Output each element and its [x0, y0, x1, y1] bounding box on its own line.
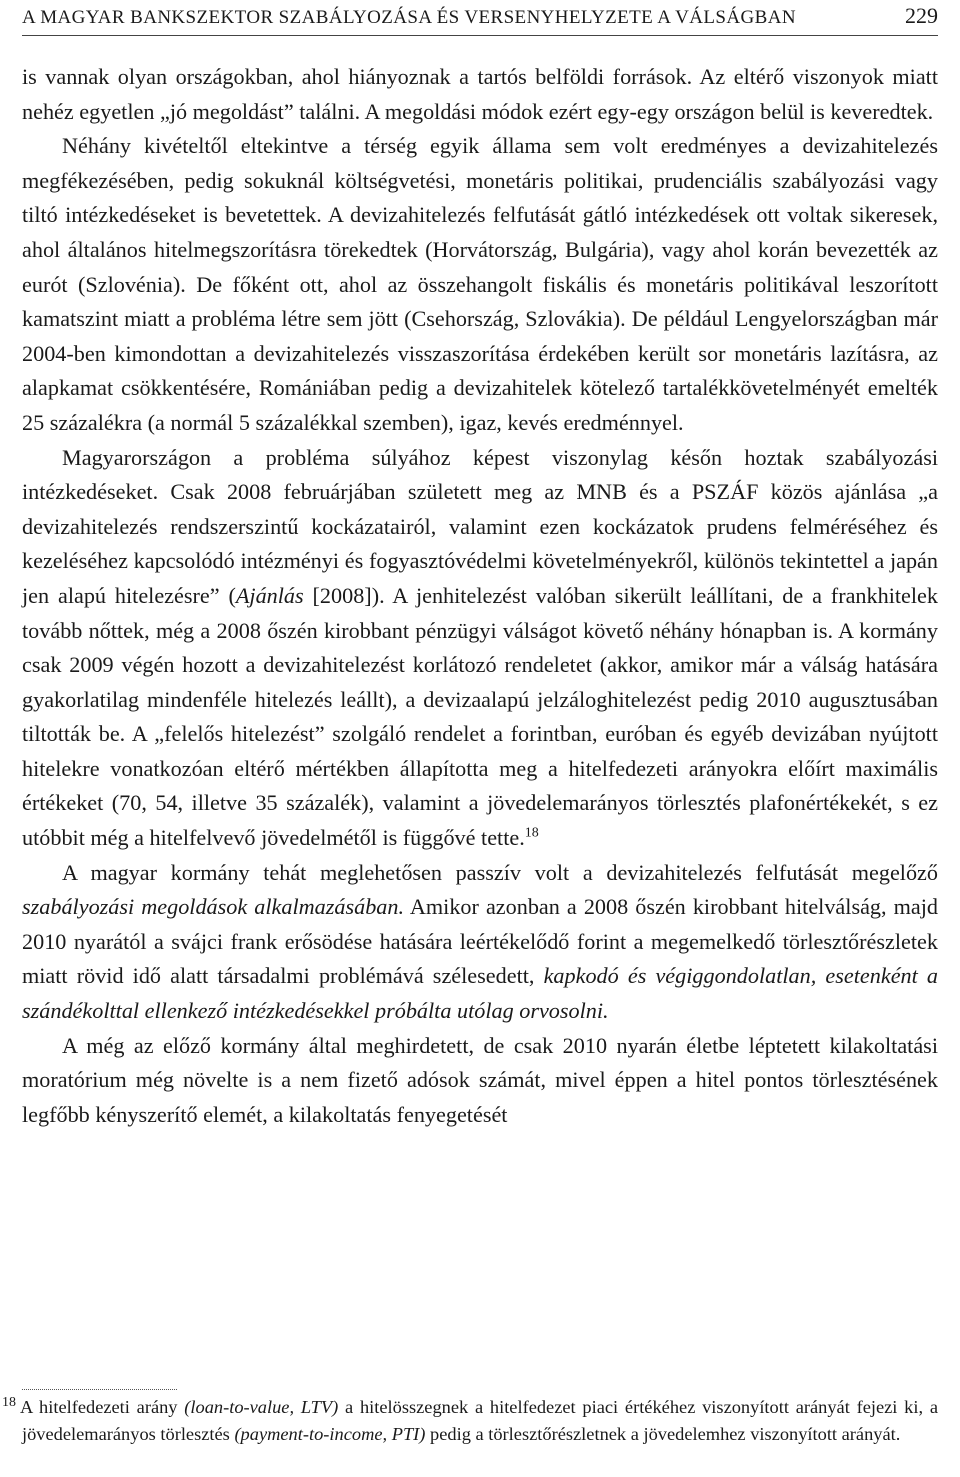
footnote-text-a: A hitelfedezeti arány — [20, 1397, 185, 1417]
running-header — [22, 0, 938, 36]
paragraph-3-text-b: [2008]). A jenhitelezést valóban sikerült leállítani, de a frankhitelek tovább nőttek, még a 2008 őszén kirobbant pénzügyi válságot követő néhány hónapban is. A kormány csak 2009 végén hozott a devizahitelezést korlátozó rendeletet (akkor, amikor már a válság hatására gyakorlatilag mindenféle hitelezés leállt), a devizaalapú jelzáloghitelezést pedig 2010 augusztusában tiltották be. A „felelős hitelezést” szolgáló rendelet a forintban, euróban és egyéb devizában nyújtott hitelekre vonatkozóan eltérő mértékben állapította meg a hitelfedezeti arányokra előírt maximális értékeket (70, 54, illetve 35 százalék), valamint a jövedelemarányos törlesztés plafonértékekét, s ez utóbbit még a hitelfelvevő jövedelmétől is függővé tette. — [22, 582, 938, 851]
running-title: A MAGYAR BANKSZEKTOR SZABÁLYOZÁSA ÉS VERSENYHELYZETE A VÁLSÁGBAN — [22, 7, 796, 28]
paragraph-1: is vannak olyan országokban, ahol hiányoznak a tartós belföldi források. Az eltérő viszonyok miatt nehéz egyetlen „jó megoldást” találni. A megoldási módok ezért egy-egy országon belül is keveredtek. — [22, 64, 938, 124]
footnote-separator — [22, 1389, 177, 1390]
paragraph-4-emphasis-2: kapkodó és végiggondolatlan, esetenként a szándékolttal ellenkező intézkedésekkel próbálta utólag orvosolni. — [22, 963, 939, 1024]
footnote-term-pti: (payment-to-income, PTI) — [234, 1424, 426, 1444]
paragraph-3-text-a: Magyarországon a probléma súlyához képest viszonylag későn hoztak szabályozási intézkedéseket. Csak 2008 februárjában született meg az MNB és a PSZÁF közös ajánlása „a devizahitelezés rendszerszintű kockázatairól, valamint ezen kockázatok prudens felméréséhez és kezeléséhez kapcsolódó intézményi és fogyasztóvédelmi követelményekről, különös tekintettel a japán jen alapú hitelezésre” ( — [22, 444, 938, 608]
paragraph-4-emphasis-1: szabályozási megoldások alkalmazásában. — [22, 894, 405, 920]
paragraph-3 — [22, 441, 938, 856]
footnote-text-b: a hitelösszegnek a hitelfedezet piaci értékéhez viszonyított arányát fejezi ki, a jövedelemarányos törlesztés — [22, 1397, 938, 1444]
paragraph-5: A még az előző kormány által meghirdetett, de csak 2010 nyarán életbe léptetett kilakoltatási moratórium még növelte is a nem fizető adósok számát, mivel éppen a hitel pontos törlesztésének legfőbb kényszerítő elemét, a kilakoltatás fenyegetését — [22, 1032, 938, 1127]
paragraph-2: Néhány kivételtől eltekintve a térség egyik állama sem volt eredményes a devizahitelezés megfékezésében, pedig sokuknál költségvetési, monetáris politikai, prudenciális szabályozási vagy tiltó intézkedéseket is bevetettek. A devizahitelezés felfutását gátló intézkedések ott voltak sikeresek, ahol általános hitelmegszorításra törekedtek (Horvátország, Bulgária), vagy ahol korán bevezették az eurót (Szlovénia). De főként ott, ahol az összehangolt fiskális és monetáris politikával leszorított kamatszint miatt a probléma létre sem jött (Csehország, Szlovákia). De például Lengyelországban már 2004-ben kimondottan a devizahitelezés visszaszorítása érdekében került sor monetáris lazításra, az alapkamat csökkentésére, Romániában pedig a devizahitelek kötelező tartalékkövetelményét emelték 25 százalékra (a normál 5 százalékkal szemben), igaz, kevés eredménnyel. — [22, 133, 938, 435]
paragraph-4-text-b: Amikor azonban a 2008 őszén kirobbant hitelválság, majd 2010 nyarától a svájci frank erősödése hatására leértékelődő forint a megemelkedő törlesztőrészletek miatt rövid idő alatt társadalmi problémává szélesedett, — [22, 894, 938, 989]
footnote-term-ltv: (loan-to-value, LTV) — [184, 1397, 339, 1417]
footnote-reference[interactable]: 18 — [524, 825, 539, 841]
paragraph-4 — [22, 856, 938, 1029]
paragraph-3-citation: Ajánlás — [235, 582, 304, 608]
body-text — [22, 60, 938, 1132]
footnote-number: 18 — [2, 1394, 16, 1410]
paragraph-4-text-a: A magyar kormány tehát meglehetősen passzív volt a devizahitelezés felfutását megelőző — [62, 859, 938, 885]
page-number: 229 — [905, 3, 938, 28]
footnote — [2, 1394, 938, 1448]
footnote-text-c: pedig a törlesztőrészletnek a jövedelemhez viszonyított arányát. — [425, 1424, 901, 1444]
